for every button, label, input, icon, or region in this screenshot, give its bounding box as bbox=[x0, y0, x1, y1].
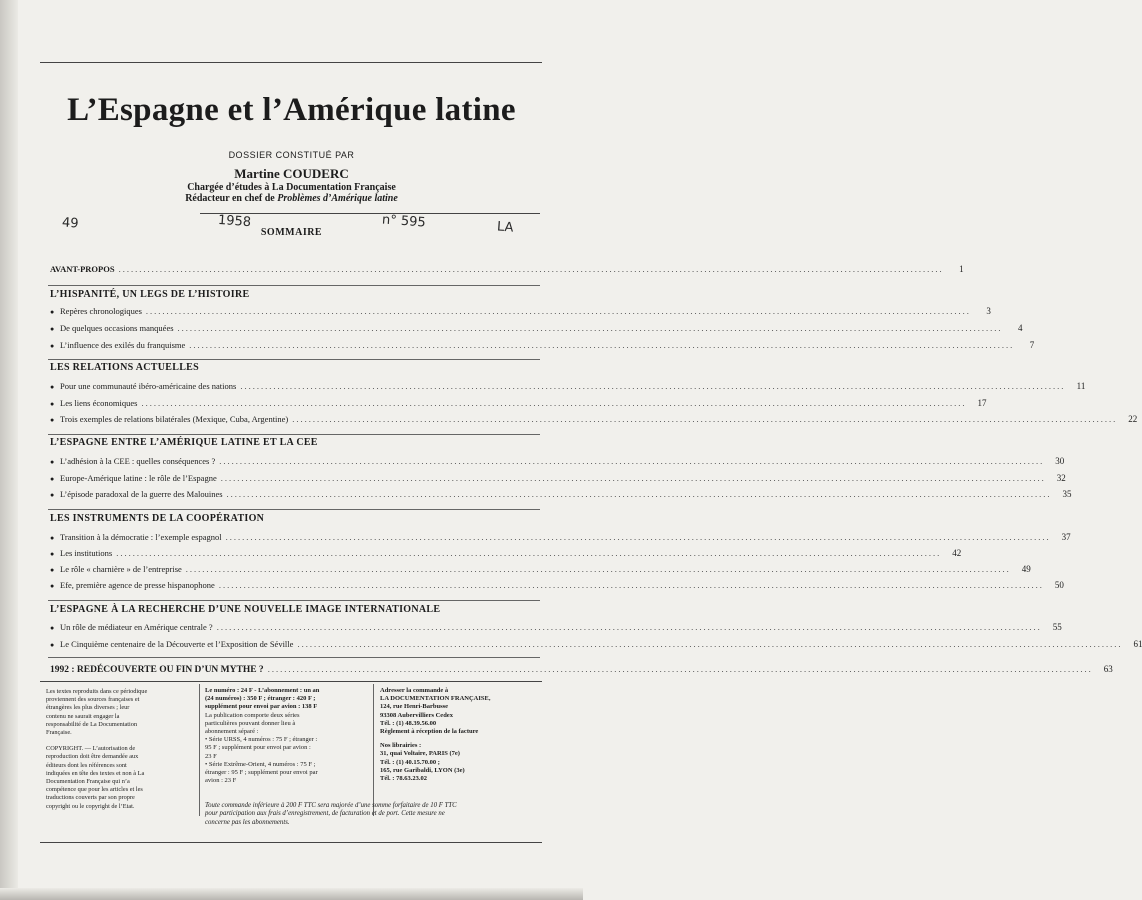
copyright-paragraph bbox=[46, 745, 192, 811]
document-title: L’Espagne et l’Amérique latine bbox=[67, 92, 516, 128]
toc-item bbox=[50, 622, 1062, 636]
toc-item bbox=[50, 489, 1072, 503]
toc-page: 1 bbox=[959, 264, 964, 274]
notice-line: proviennent des sources françaises et bbox=[46, 696, 140, 704]
section-title-1: L’HISPANITÉ, UN LEGS DE L’HISTOIRE bbox=[50, 289, 250, 300]
order-line: LA DOCUMENTATION FRANÇAISE, bbox=[380, 695, 491, 703]
price-line: 95 F ; supplément pour envoi par avion : bbox=[205, 744, 311, 752]
toc-leader: ........................................................................................................................................................................................................ bbox=[226, 489, 1052, 499]
toc-leader: ........................................................................................................................................................................................................ bbox=[292, 414, 1118, 424]
toc-page: 11 bbox=[1076, 381, 1086, 391]
toc-label: Efe, première agence de presse hispanophone bbox=[60, 580, 215, 590]
copyright-line: éditeurs dont les références sont bbox=[46, 761, 127, 769]
toc-leader: ........................................................................................................................................................................................................ bbox=[116, 548, 942, 558]
copyright-line: copyright ou le copyright de l’Etat. bbox=[46, 802, 135, 810]
toc-item bbox=[50, 323, 1023, 337]
toc-item bbox=[50, 381, 1086, 395]
toc-page: 61 bbox=[1133, 639, 1142, 649]
toc-label: Les liens économiques bbox=[60, 398, 138, 408]
toc-label: 1992 : REDÉCOUVERTE OU FIN D’UN MYTHE ? bbox=[50, 665, 264, 675]
toc-leader: ........................................................................................................................................................................................................ bbox=[267, 664, 1093, 674]
toc-page: 7 bbox=[1029, 340, 1035, 350]
toc-page: 22 bbox=[1128, 414, 1138, 424]
toc-item bbox=[50, 473, 1066, 487]
column-divider bbox=[199, 684, 200, 816]
toc-item bbox=[50, 564, 1031, 578]
toc-item bbox=[50, 414, 1138, 428]
toc-final bbox=[50, 664, 1113, 678]
bullet-icon: ● bbox=[50, 550, 55, 558]
toc-item bbox=[50, 306, 991, 320]
toc-label: De quelques occasions manquées bbox=[60, 323, 174, 333]
toc-label: Repères chronologiques bbox=[60, 306, 142, 316]
section-rule bbox=[48, 434, 540, 435]
toc-page: 4 bbox=[1018, 323, 1023, 333]
handwritten-note-4: LA bbox=[496, 219, 514, 236]
copyright-line: COPYRIGHT. — L’autorisation de bbox=[46, 745, 136, 753]
column-divider bbox=[373, 684, 374, 816]
library-line: Tél. : (1) 40.15.70.00 ; bbox=[380, 758, 440, 766]
page-bottom-edge-shadow bbox=[0, 888, 583, 900]
copyright-line: traductions couverts par son propre bbox=[46, 794, 135, 802]
price-line: particulières pouvant donner lieu à bbox=[205, 719, 296, 727]
order-line: Tél. : (1) 48.39.56.00 bbox=[380, 719, 437, 727]
notice-line: étrangères les plus diverses ; leur bbox=[46, 704, 130, 712]
toc-leader: ........................................................................................................................................................................................................ bbox=[185, 564, 1011, 574]
toc-page: 50 bbox=[1054, 580, 1064, 590]
section-rule bbox=[48, 600, 540, 601]
page-left-edge-shadow bbox=[0, 0, 18, 900]
footnote-line: pour participation aux frais d’enregistrement, de facturation et de port. Cette mesure ne bbox=[205, 810, 445, 818]
toc-page: 35 bbox=[1062, 489, 1072, 499]
notice-paragraph bbox=[46, 688, 192, 737]
section-rule bbox=[48, 285, 540, 286]
library-line: Tél. : 78.63.23.02 bbox=[380, 775, 427, 783]
copyright-line: Documentation Française qui n’a bbox=[46, 778, 130, 786]
price-line: • Série URSS, 4 numéros : 75 F ; étranger : bbox=[205, 736, 318, 744]
bullet-icon: ● bbox=[50, 491, 55, 499]
toc-item bbox=[50, 398, 987, 412]
toc-leader: ........................................................................................................................................................................................................ bbox=[225, 532, 1051, 542]
bullet-icon: ● bbox=[50, 475, 55, 483]
toc-page: 30 bbox=[1055, 456, 1065, 466]
top-rule bbox=[40, 62, 542, 63]
toc-label: Transition à la démocratie : l’exemple espagnol bbox=[60, 532, 222, 542]
toc-leader: ........................................................................................................................................................................................................ bbox=[177, 323, 1003, 333]
bullet-icon: ● bbox=[50, 383, 55, 391]
notice-line: Les textes reproduits dans ce périodique bbox=[46, 688, 148, 695]
price-line: 23 F bbox=[205, 752, 217, 760]
toc-label: Europe-Amérique latine : le rôle de l’Espagne bbox=[60, 473, 217, 483]
bullet-icon: ● bbox=[50, 416, 55, 424]
copyright-line: compétence que pour les articles et les bbox=[46, 786, 143, 794]
toc-leader: ........................................................................................................................................................................................................ bbox=[216, 622, 1042, 632]
section-title-2: LES RELATIONS ACTUELLES bbox=[50, 362, 199, 373]
toc-item bbox=[50, 456, 1065, 470]
order-column bbox=[380, 687, 540, 783]
section-title-3: L’ESPAGNE ENTRE L’AMÉRIQUE LATINE ET LA CEE bbox=[50, 437, 318, 448]
bullet-icon: ● bbox=[50, 534, 55, 542]
bullet-icon: ● bbox=[50, 566, 55, 574]
toc-label: L’adhésion à la CEE : quelles conséquences ? bbox=[60, 456, 216, 466]
toc-leader: ........................................................................................................................................................................................................ bbox=[240, 381, 1066, 391]
author-role-1: Chargée d’études à La Documentation Française bbox=[187, 182, 396, 193]
toc-leader: ........................................................................................................................................................................................................ bbox=[218, 580, 1044, 590]
library-line: 31, quai Voltaire, PARIS (7e) bbox=[380, 750, 460, 758]
notice-line: responsabilité de La Documentation bbox=[46, 720, 138, 728]
order-line: 93308 Aubervilliers Cedex bbox=[380, 711, 453, 719]
footnote-line: Toute commande inférieure à 200 F TTC sera majorée d’une somme forfaitaire de 10 F TTC bbox=[205, 802, 457, 809]
toc-page: 32 bbox=[1056, 473, 1066, 483]
section-title-4: LES INSTRUMENTS DE LA COOPÉRATION bbox=[50, 513, 265, 524]
section-title-5: L’ESPAGNE À LA RECHERCHE D’UNE NOUVELLE IMAGE INTERNATIONALE bbox=[50, 604, 441, 615]
bullet-icon: ● bbox=[50, 400, 55, 408]
toc-avant-propos bbox=[50, 264, 964, 278]
toc-page: 17 bbox=[977, 398, 987, 408]
handwritten-note-3: n° 595 bbox=[381, 212, 427, 231]
sommaire-heading: SOMMAIRE bbox=[260, 227, 323, 238]
bullet-icon: ● bbox=[50, 308, 55, 316]
author-role-2: Rédacteur en chef de Problèmes d’Amérique latine bbox=[185, 193, 398, 204]
order-line: Adresser la commande à bbox=[380, 687, 449, 694]
price-line: avion : 23 F bbox=[205, 777, 237, 785]
bullet-icon: ● bbox=[50, 641, 55, 649]
toc-label: Le rôle « charnière » de l’entreprise bbox=[60, 564, 182, 574]
price-line: • Série Extrême-Orient, 4 numéros : 75 F ; bbox=[205, 760, 316, 768]
toc-leader: ........................................................................................................................................................................................................ bbox=[297, 639, 1123, 649]
library-line: 165, rue Garibaldi, LYON (3e) bbox=[380, 766, 465, 774]
pricing-column bbox=[205, 687, 370, 785]
dossier-label: DOSSIER CONSTITUÉ PAR bbox=[228, 150, 355, 160]
toc-leader: ........................................................................................................................................................................................................ bbox=[189, 340, 1015, 350]
toc-label: Le Cinquième centenaire de la Découverte et l’Exposition de Séville bbox=[60, 639, 294, 649]
toc-page: 42 bbox=[952, 548, 962, 558]
toc-label: Un rôle de médiateur en Amérique centrale ? bbox=[60, 622, 213, 632]
toc-page: 49 bbox=[1021, 564, 1031, 574]
toc-leader: ........................................................................................................................................................................................................ bbox=[141, 398, 967, 408]
notice-line: Française. bbox=[46, 729, 72, 737]
toc-page: 3 bbox=[986, 306, 991, 316]
price-line: étranger : 95 F ; supplément pour envoi par bbox=[205, 769, 318, 777]
handwritten-note-1: 49 bbox=[61, 215, 80, 232]
price-line: abonnement séparé : bbox=[205, 728, 259, 736]
toc-item bbox=[50, 532, 1071, 546]
toc-label: Les institutions bbox=[60, 548, 113, 558]
toc-page: 63 bbox=[1103, 664, 1113, 674]
price-line: supplément pour envoi par avion : 138 F bbox=[205, 703, 318, 711]
footnote-line: concerne pas les abonnements. bbox=[205, 818, 290, 826]
toc-item bbox=[50, 340, 1035, 354]
sommaire-rule bbox=[200, 213, 540, 214]
toc-leader: ........................................................................................................................................................................................................ bbox=[118, 264, 944, 274]
copyright-line: indiquées en tête des textes et non à La bbox=[46, 769, 145, 777]
toc-page: 55 bbox=[1052, 622, 1062, 632]
toc-item bbox=[50, 639, 1142, 653]
bullet-icon: ● bbox=[50, 582, 55, 590]
section-rule bbox=[48, 509, 540, 510]
author-name: Martine COUDERC bbox=[234, 166, 349, 181]
order-line: 124, rue Henri-Barbusse bbox=[380, 703, 449, 711]
toc-label: AVANT-PROPOS bbox=[50, 264, 115, 274]
toc-leader: ........................................................................................................................................................................................................ bbox=[220, 473, 1046, 483]
toc-leader: ........................................................................................................................................................................................................ bbox=[219, 456, 1045, 466]
order-line: Règlement à réception de la facture bbox=[380, 728, 479, 736]
section-rule bbox=[48, 359, 540, 360]
bullet-icon: ● bbox=[50, 458, 55, 466]
price-line: (24 numéros) : 350 F ; étranger : 420 F ; bbox=[205, 695, 316, 703]
notice-line: contenu ne saurait engager la bbox=[46, 712, 120, 720]
toc-leader: ........................................................................................................................................................................................................ bbox=[145, 306, 971, 316]
toc-item bbox=[50, 548, 962, 562]
bullet-icon: ● bbox=[50, 325, 55, 333]
price-line: La publication comporte deux séries bbox=[205, 711, 300, 719]
section-rule bbox=[48, 657, 540, 658]
toc-label: L’épisode paradoxal de la guerre des Malouines bbox=[60, 489, 223, 499]
toc-label: Pour une communauté ibéro-américaine des nations bbox=[60, 381, 237, 391]
price-line: Le numéro : 24 F - L’abonnement : un an bbox=[205, 687, 320, 694]
toc-label: L’influence des exilés du franquisme bbox=[60, 340, 186, 350]
toc-item bbox=[50, 580, 1064, 594]
bullet-icon: ● bbox=[50, 624, 55, 632]
legal-notice-column bbox=[46, 688, 192, 819]
toc-page: 37 bbox=[1061, 532, 1071, 542]
library-line: Nos librairies : bbox=[380, 742, 422, 750]
copyright-line: reproduction doit être demandée aux bbox=[46, 753, 139, 761]
bullet-icon: ● bbox=[50, 342, 55, 350]
order-footnote bbox=[205, 802, 543, 827]
handwritten-note-2: 1958 bbox=[217, 212, 252, 231]
toc-label: Trois exemples de relations bilatérales (Mexique, Cuba, Argentine) bbox=[60, 414, 289, 424]
